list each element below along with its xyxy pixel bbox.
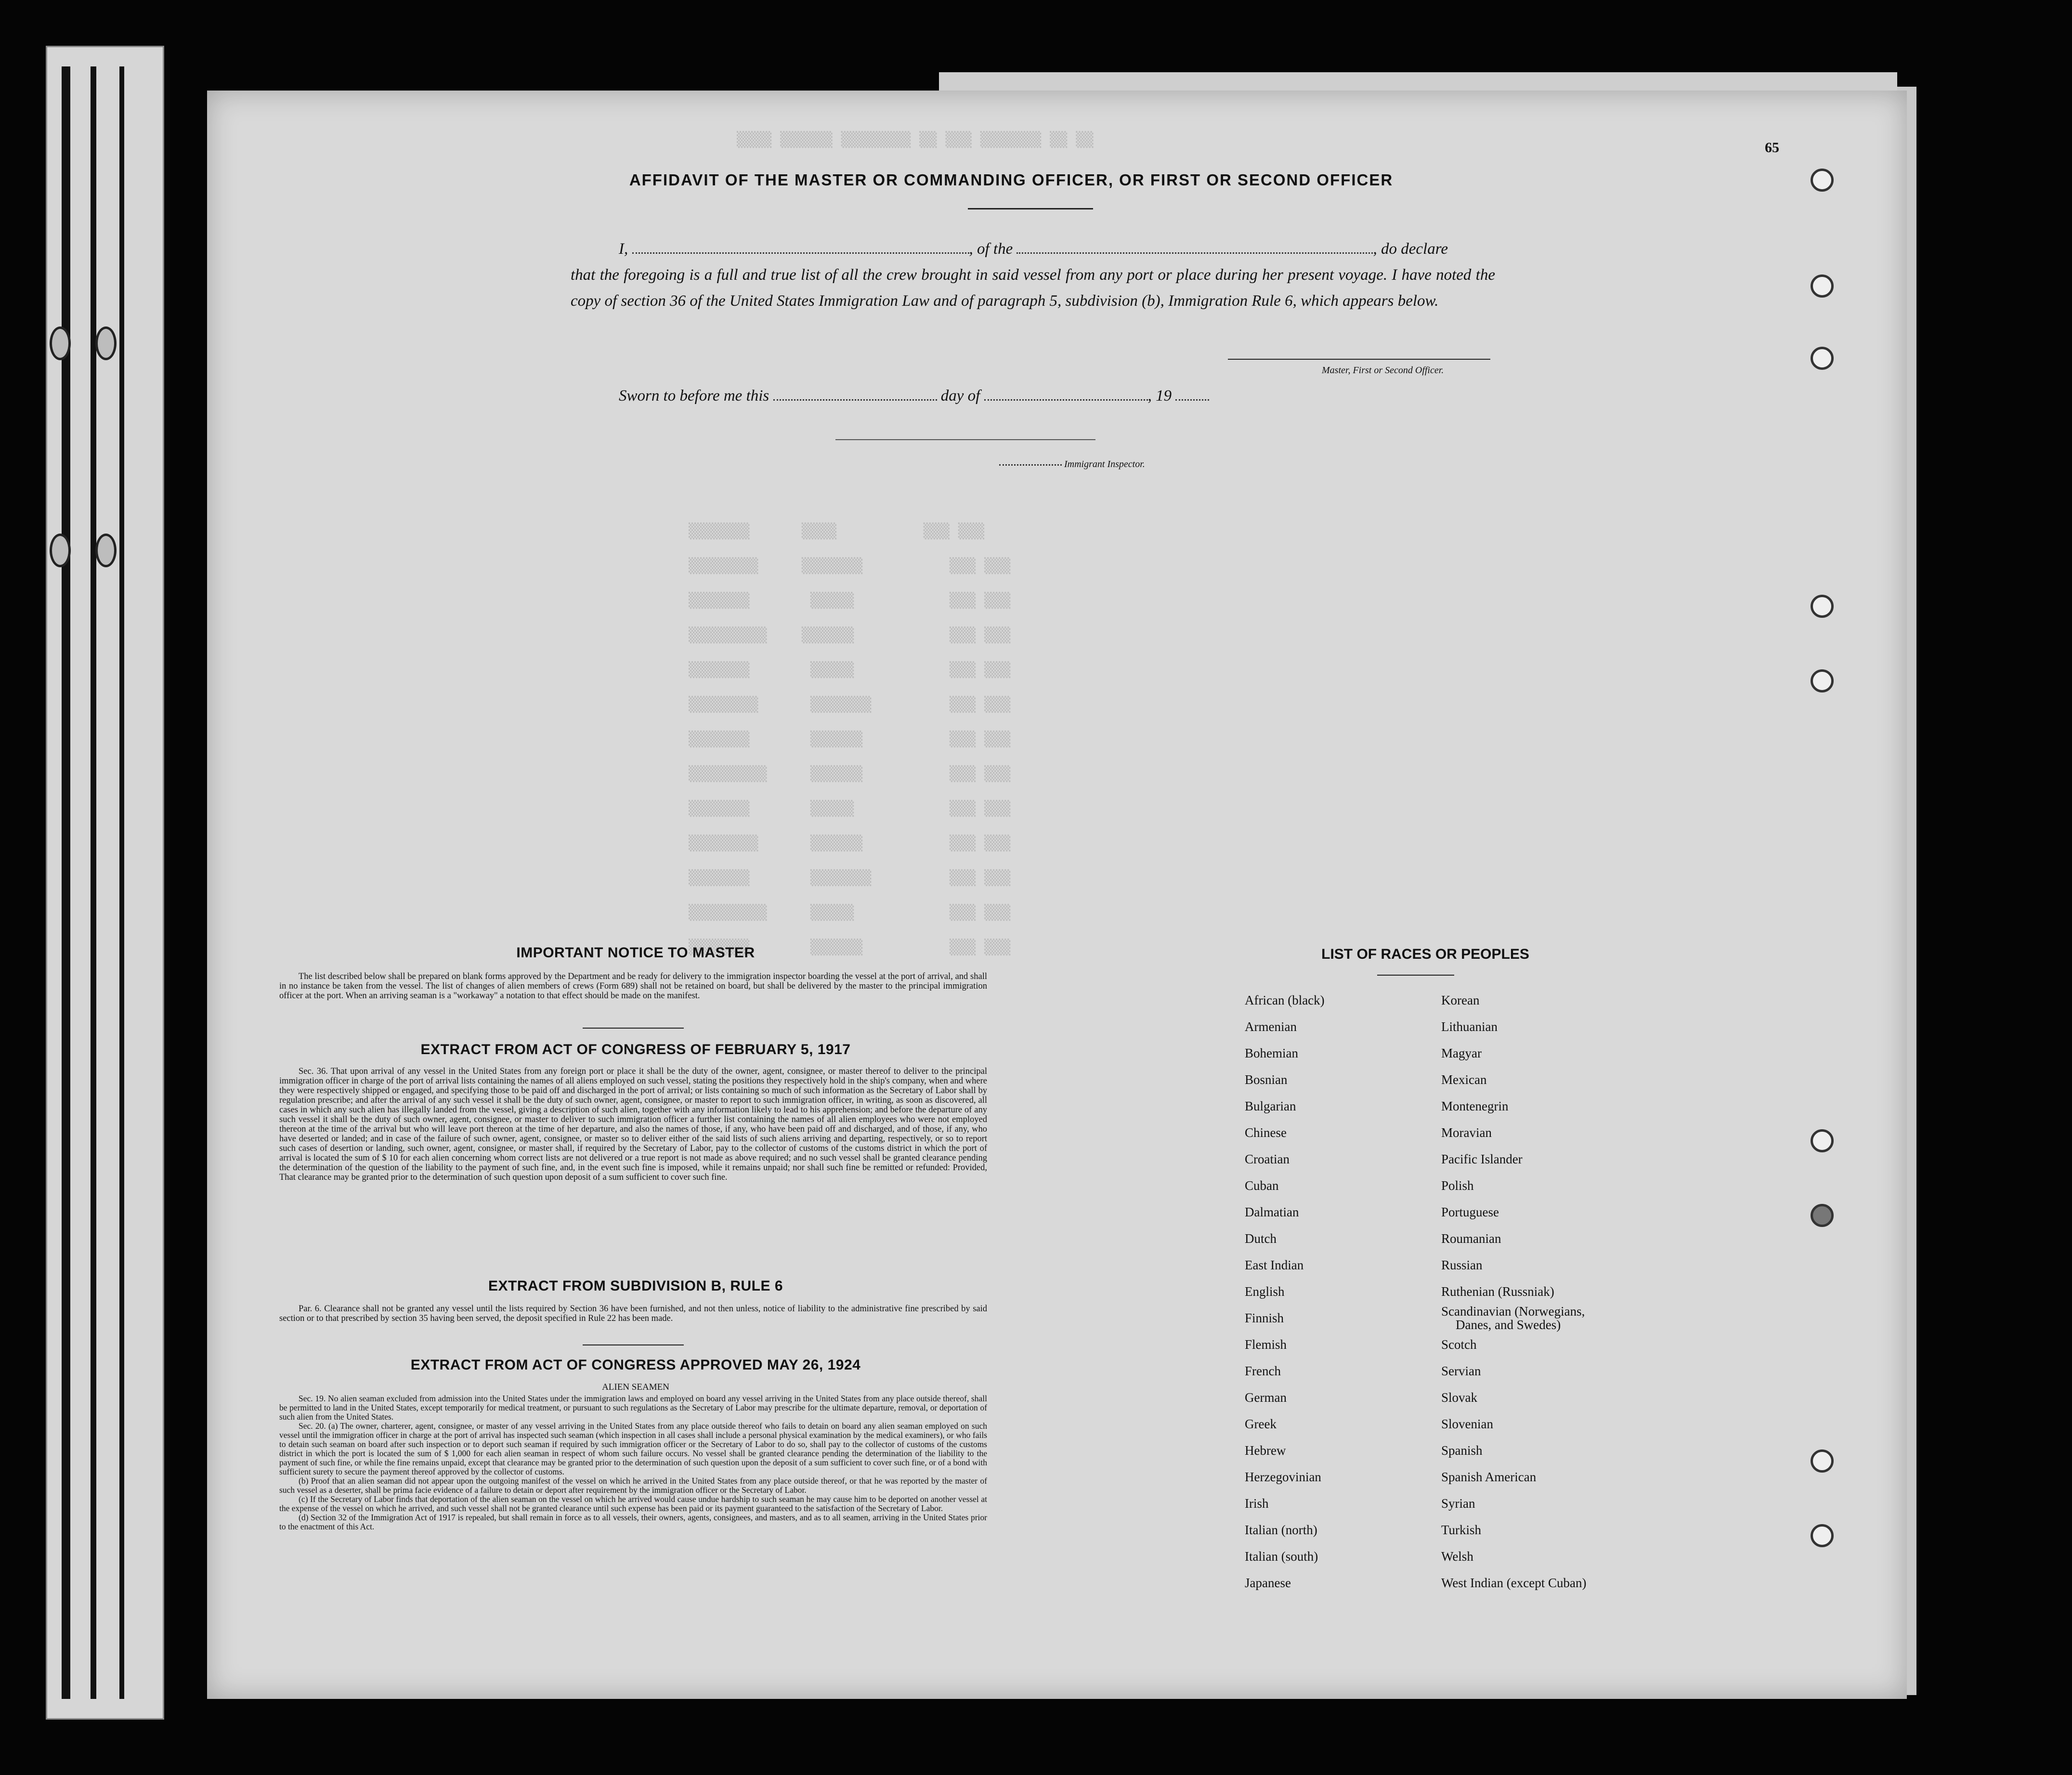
page-number: 65 [1765,140,1779,156]
affidavit-text [571,236,1495,314]
race-item: Roumanian [1441,1231,1501,1246]
race-item: Slovak [1441,1390,1478,1405]
race-item: Scandinavian (Norwegians, [1441,1304,1585,1318]
affidavit-of-the: , of the [969,240,1013,258]
punch-hole [1811,1204,1834,1227]
signature-label: Master, First or Second Officer. [1322,365,1444,376]
name-blank[interactable] [632,241,969,254]
divider [1377,975,1454,976]
binder-edge [46,46,164,1720]
race-item: Russian [1441,1258,1483,1272]
notice-title: IMPORTANT NOTICE TO MASTER [516,945,755,961]
race-item: Welsh [1441,1549,1473,1564]
binder-strip [119,66,124,1699]
race-item: Polish [1441,1178,1474,1193]
race-item: Japanese [1245,1576,1291,1590]
day-of-label: day of [940,387,980,405]
year-label: , 19 [1147,387,1172,405]
race-item: Italian (north) [1245,1523,1317,1537]
race-item: Irish [1245,1496,1269,1511]
race-item: Bohemian [1245,1046,1298,1060]
binder-strip [62,66,70,1699]
punch-hole [1811,669,1834,692]
sec20a-paragraph: Sec. 20. (a) The owner, charterer, agent, consignee, or master of any vessel arriving in the United States from any place outside thereof who fails to detain on board any alien seaman employed on such vessel until the immigration officer in charge at the port of arrival has inspected such seaman (which inspection in all cases shall include a personal physical examination by the medical examiners), or who fails to detain such seaman on board after such inspection or to deport such seaman if required by such immigration officer or the Secretary of Labor to do so, shall pay to the collector of customs of the customs district in which the port is located the sum of $ 1,000 for each alien seaman in respect of whom such failure occurs. No vessel shall be granted clearance pending the determination of the liability to the payment of such fine, or while the fine remains unpaid, except that clearance may be granted prior to the determination of such question upon the deposit of a sum sufficient to cover such fine, or of a bond with sufficient surety to secure the payment thereof approved by the collector of customs. [279,1421,987,1476]
race-item: Bosnian [1245,1072,1288,1087]
extract-rule6-title: EXTRACT FROM SUBDIVISION B, RULE 6 [488,1278,783,1294]
race-item: Scotch [1441,1337,1477,1352]
race-item: French [1245,1364,1281,1378]
binder-strip [91,66,96,1699]
race-item: Slovenian [1441,1417,1493,1431]
extract-rule6-paragraph: Par. 6. Clearance shall not be granted any vessel until the lists required by Section 36 have been furnished, and not then unless, notice of liability to the administrative fine prescribed by said section or to that prescribed by section 35 having been served, the deposit specified in Rule 22 has been made. [279,1304,987,1323]
binder-hole [50,326,71,360]
race-item: Bulgarian [1245,1099,1296,1113]
extract-1924-subtitle: ALIEN SEAMEN [602,1382,669,1392]
inspector-dots [999,457,1062,466]
extract-1924-text [279,1394,987,1531]
race-item: German [1245,1390,1287,1405]
inspector-signature-line[interactable] [835,439,1095,440]
punch-hole [1811,274,1834,298]
sworn-label: Sworn to before me this [619,387,769,405]
divider [968,208,1093,209]
race-item: Turkish [1441,1523,1482,1537]
sec20b-paragraph: (b) Proof that an alien seaman did not appear upon the outgoing manifest of the vessel on which he arrived in the United States from any place outside thereof, or that he was reported by the master of such vessel as a deserter, shall be prima facie evidence of a failure to detain or deport after requirement by the immigration officer or the Secretary of Labor. [279,1476,987,1495]
signature-line[interactable] [1228,359,1490,360]
race-item: Finnish [1245,1311,1284,1325]
extract-rule6-text [279,1304,987,1323]
punch-hole [1811,1129,1834,1152]
punch-hole [1811,347,1834,370]
races-column-2 [1441,987,1586,1596]
notice-text [279,972,987,1001]
affidavit-declare: , do declare [1373,240,1448,258]
month-blank[interactable] [984,388,1148,401]
binder-hole [95,326,117,360]
race-item: Cuban [1245,1178,1279,1193]
divider [583,1028,684,1029]
inspector-label: Immigrant Inspector. [1064,459,1145,470]
punch-hole [1811,1449,1834,1473]
affidavit-i: I, [619,240,628,258]
extract-1924-title: EXTRACT FROM ACT OF CONGRESS APPROVED MAY 26, 1924 [410,1357,861,1373]
bleed-through: ▒▒▒▒ ▒▒▒▒▒▒ ▒▒▒▒▒▒▒▒ ▒▒ ▒▒▒ ▒▒▒▒▒▒▒ ▒▒ ▒▒ [737,131,1094,148]
race-item: English [1245,1284,1285,1299]
binder-hole [50,534,71,567]
punch-hole [1811,1524,1834,1547]
race-item: Pacific Islander [1441,1152,1523,1166]
race-item: West Indian (except Cuban) [1441,1576,1587,1590]
divider [583,1344,684,1345]
notice-paragraph: The list described below shall be prepared on blank forms approved by the Department and be ready for delivery to the immigration inspector boarding the vessel at the port of arrival, and shall in no instance be taken from the vessel. The list of changes of alien members of crews (Form 689) shall not be retained on board, but shall be delivered by the master to the principal immigration officer at the port. When an arriving seaman is a "workaway" a notation to that effect should be made on the manifest. [279,972,987,1001]
race-item: Spanish [1441,1443,1483,1458]
sworn-line [571,383,1495,409]
punch-hole [1811,595,1834,618]
race-item: Danes, and Swedes) [1456,1318,1561,1332]
bleed-through: ▒▒▒▒▒▒▒ ▒▒▒▒ ▒▒▒ ▒▒▒ ▒▒▒▒▒▒▒▒ ▒▒▒▒▒▒▒ ▒▒▒ ▒▒▒ ▒▒▒▒▒▒▒ ▒▒▒▒▒ ▒▒▒ ▒▒▒ ▒▒▒▒▒▒▒▒▒ ▒▒▒▒▒▒ ▒▒▒ ▒▒▒ ▒▒▒▒▒▒▒ ▒▒▒▒▒ ▒▒▒ ▒▒▒ ▒▒▒▒▒▒▒▒ ▒▒▒▒▒▒▒ ▒▒▒ ▒▒▒ ▒▒▒▒▒▒▒ ▒▒▒▒▒▒ ▒▒▒ ▒▒▒ ▒▒▒▒▒▒▒▒▒ ▒▒▒▒▒▒ ▒▒▒ ▒▒▒ ▒▒▒▒▒▒▒ ▒▒▒▒▒ ▒▒▒ ▒▒▒ ▒▒▒▒▒▒▒▒ ▒▒▒▒▒▒ ▒▒▒ ▒▒▒ ▒▒▒▒▒▒▒ ▒▒▒▒▒▒▒ ▒▒▒ ▒▒▒ ▒▒▒▒▒▒▒▒▒ ▒▒▒▒▒ ▒▒▒ ▒▒▒ ▒▒▒▒▒▒▒ ▒▒▒▒▒▒ ▒▒▒ ▒▒▒ [689,523,1011,956]
race-item: Montenegrin [1441,1099,1509,1113]
race-item: Mexican [1441,1072,1487,1087]
sec20d-paragraph: (d) Section 32 of the Immigration Act of 1917 is repealed, but shall remain in force as to all vessels, their owners, agents, consignees, and masters, and as to all seamen, arriving in the United States prior to the enactment of this Act. [279,1513,987,1531]
vessel-blank[interactable] [1016,241,1373,254]
race-item: Chinese [1245,1125,1287,1140]
race-item: Ruthenian (Russniak) [1441,1284,1554,1299]
binder-hole [95,534,117,567]
extract-1917-text [279,1067,987,1182]
race-item: Hebrew [1245,1443,1286,1458]
race-item: Portuguese [1441,1205,1499,1219]
race-item: Magyar [1441,1046,1482,1060]
extract-1917-paragraph: Sec. 36. That upon arrival of any vessel in the United States from any foreign port or place it shall be the duty of the owner, agent, consignee, or master thereof to deliver to the principal immigration officer in charge of the port of arrival lists containing the names of all aliens employed on such vessel, stating the positions they respectively hold in the ship's company, when and where they were respectively shipped or engaged, and specifying those to be paid off and discharged in the port of arrival; or lists containing so much of such information as the Secretary of Labor shall by regulation prescribe; and after the arrival of any such vessel it shall be the duty of such owner, agent, consignee, or master to report to such immigration officer, in writing, as soon as discovered, all cases in which any such alien has illegally landed from the vessel, giving a description of such alien, together with any information likely to lead to his apprehension; and before the departure of any such vessel it shall be the duty of such owner, agent, consignee, or master to deliver to such immigration officer a further list containing the names of all alien employees who were not employed thereon at the time of the arrival but who will leave port thereon at the time of her departure, and also the names of those, if any, who have been paid off and discharged, and of those, if any, who have deserted or landed; and in case of the failure of such owner, agent, consignee, or master so to deliver either of the said lists of such aliens arriving and departing, respectively, or so to report such cases of desertion or landing, such owner, agent, consignee, or master shall, if required by the Secretary of Labor, pay to the collector of customs of the customs district in which the port of arrival is located the sum of $ 10 for each alien concerning whom correct lists are not delivered or a true report is not made as above required; and no such vessel shall be granted clearance pending the determination of the question of the liability to the payment of such fine, and, in the event such fine is imposed, while it remains unpaid; nor shall such fine be remitted or refunded: Provided, That clearance may be granted prior to the determination of such question upon deposit of a sum sufficient to cover such fine. [279,1067,987,1182]
sec20c-paragraph: (c) If the Secretary of Labor finds that deportation of the alien seaman on the vessel on which he arrived would cause undue hardship to such seaman he may cause him to be deported on another vessel at the expense of the vessel on which he arrived, and such vessel shall not be granted clearance until such expense has been paid or its payment guaranteed to the satisfaction of the Secretary of Labor. [279,1494,987,1513]
race-item: Greek [1245,1417,1277,1431]
race-item: Italian (south) [1245,1549,1318,1564]
race-item: Dalmatian [1245,1205,1299,1219]
sec19-paragraph: Sec. 19. No alien seaman excluded from admission into the United States under the immigration laws and employed on board any vessel arriving in the United States from any place outside thereof, shall be permitted to land in the United States, except temporarily for medical treatment, or pursuant to such regulations as the Secretary of Labor may prescribe for the ultimate departure, removal, or deportation of such alien from the United States. [279,1394,987,1422]
race-item: African (black) [1245,993,1325,1007]
race-item: Moravian [1441,1125,1492,1140]
race-item: Servian [1441,1364,1481,1378]
race-item: Flemish [1245,1337,1287,1352]
race-item: Croatian [1245,1152,1290,1166]
races-column-1 [1245,987,1325,1596]
races-title: LIST OF RACES OR PEOPLES [1321,946,1529,962]
race-item: Spanish American [1441,1470,1537,1484]
race-item: Korean [1441,993,1480,1007]
race-item: East Indian [1245,1258,1304,1272]
affidavit-body: that the foregoing is a full and true list of all the crew brought in said vessel from any port or place during her present voyage. I have noted the copy of section 36 of the United States Immigration Law and of paragraph 5, subdivision (b), Immigration Rule 6, which appears below. [571,266,1495,310]
race-item: Armenian [1245,1019,1297,1034]
affidavit-title: AFFIDAVIT OF THE MASTER OR COMMANDING OFFICER, OR FIRST OR SECOND OFFICER [629,171,1394,189]
punch-hole [1811,169,1834,192]
race-item: Lithuanian [1441,1019,1498,1034]
race-item: Herzegovinian [1245,1470,1321,1484]
day-blank[interactable] [773,388,937,401]
year-blank[interactable] [1175,388,1209,401]
race-item: Dutch [1245,1231,1277,1246]
race-item: Syrian [1441,1496,1475,1511]
extract-1917-title: EXTRACT FROM ACT OF CONGRESS OF FEBRUARY 5, 1917 [420,1042,851,1057]
